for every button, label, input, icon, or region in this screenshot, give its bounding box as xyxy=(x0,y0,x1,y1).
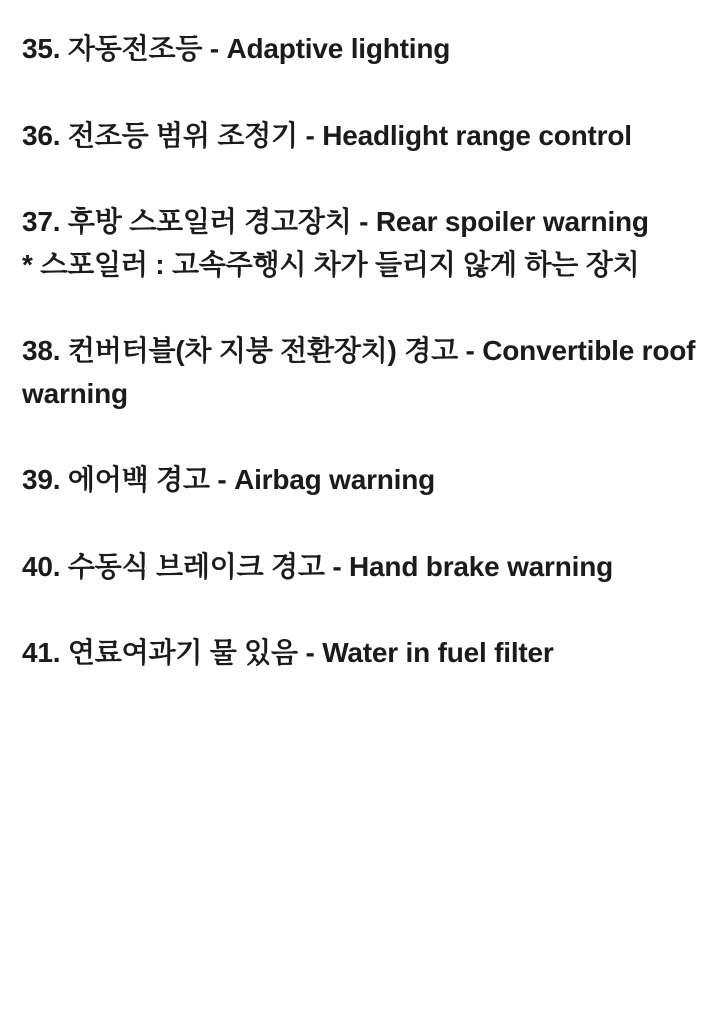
list-item xyxy=(22,459,700,502)
item-separator: - xyxy=(305,637,315,669)
item-english-term: Convertible roof warning xyxy=(22,335,696,409)
spacer xyxy=(22,502,700,546)
list-item xyxy=(22,330,700,415)
item-number: 39. xyxy=(22,464,61,496)
item-english-term: Adaptive lighting xyxy=(226,33,451,64)
item-korean-term: 전조등 범위 조정기 xyxy=(67,119,298,151)
spacer xyxy=(22,71,700,115)
item-english-term: Water in fuel filter xyxy=(322,637,554,669)
item-separator: - xyxy=(465,335,475,367)
item-korean-term: 후방 스포일러 경고장치 xyxy=(67,206,352,238)
item-separator: - xyxy=(217,464,227,496)
item-korean-term: 컨버터블(차 지붕 전환장치) 경고 xyxy=(67,335,458,367)
item-english-term: Headlight range control xyxy=(322,119,632,151)
item-separator: - xyxy=(332,550,342,582)
item-korean-term: 수동식 브레이크 경고 xyxy=(67,550,325,582)
list-item xyxy=(22,546,700,589)
item-english-term: Airbag warning xyxy=(234,464,436,496)
item-number: 41. xyxy=(22,637,61,669)
list-item xyxy=(22,632,700,675)
item-number: 40. xyxy=(22,550,61,582)
item-separator: - xyxy=(209,33,219,64)
item-korean-term: 에어백 경고 xyxy=(67,464,210,496)
item-separator: - xyxy=(359,206,369,238)
spacer xyxy=(22,588,700,632)
item-english-term: Rear spoiler warning xyxy=(375,206,649,238)
item-korean-term: 연료여과기 물 있음 xyxy=(67,637,298,669)
item-number: 35. xyxy=(22,33,61,64)
spacer xyxy=(22,415,700,459)
item-separator: - xyxy=(305,119,315,151)
item-number: 37. xyxy=(22,206,61,238)
item-english-term: Hand brake warning xyxy=(349,550,614,582)
list-item xyxy=(22,115,700,158)
item-note: * 스포일러 : 고속주행시 차가 들리지 않게 하는 장치 xyxy=(22,248,640,280)
list-item xyxy=(22,28,700,71)
spacer xyxy=(22,286,700,330)
spacer xyxy=(22,157,700,201)
list-item xyxy=(22,201,700,244)
item-number: 38. xyxy=(22,335,61,367)
item-number: 36. xyxy=(22,119,61,151)
item-korean-term: 자동전조등 xyxy=(67,33,203,64)
